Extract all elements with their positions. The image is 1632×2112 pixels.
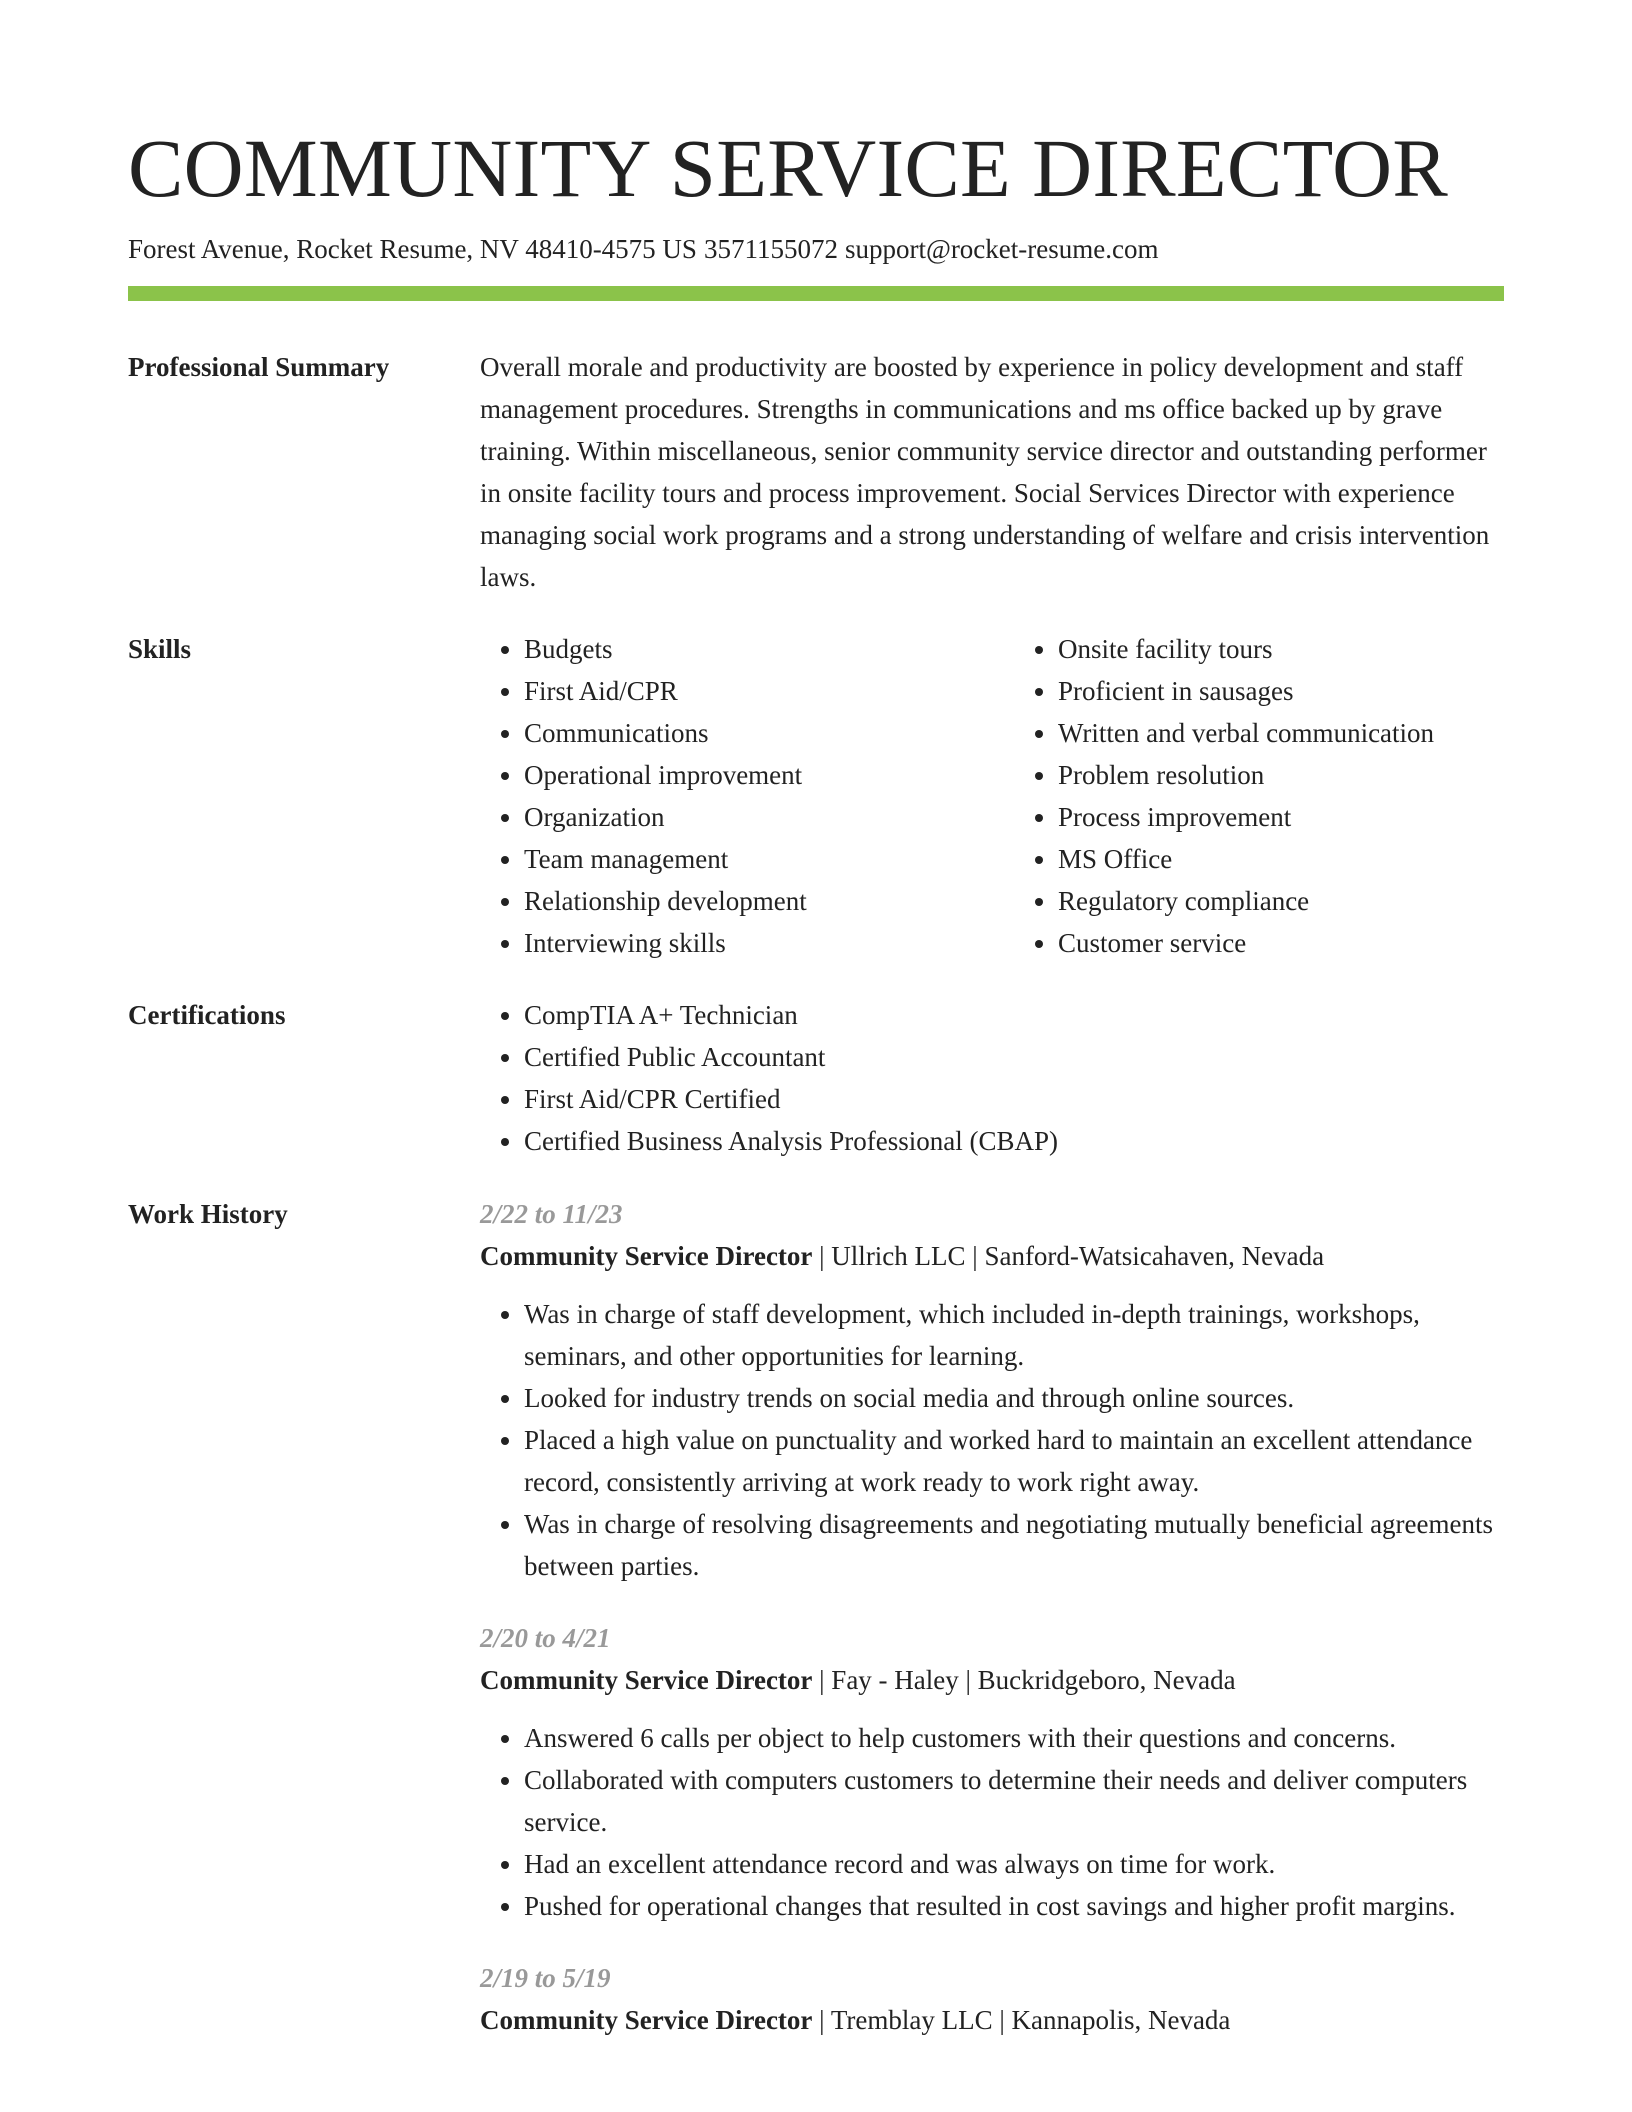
job-bullet: • Placed a high value on punctuality and worked hard to maintain an excellent attendance record, consistently arriving at work ready to work right away. — [524, 1419, 1504, 1503]
job-heading — [480, 1235, 1504, 1277]
certification-item: • CompTIA A+ Technician — [524, 994, 1504, 1036]
contact-address: Forest Avenue, Rocket Resume, NV 48410-4575 US — [128, 234, 697, 264]
job-employer-location: | Fay - Haley | Buckridgeboro, Nevada — [812, 1665, 1236, 1695]
job-bullet: • Was in charge of resolving disagreements and negotiating mutually beneficial agreements between parties. — [524, 1503, 1504, 1587]
job-employer-location: | Ullrich LLC | Sanford-Watsicahaven, Nevada — [812, 1241, 1325, 1271]
contact-phone: 3571155072 — [703, 234, 838, 264]
skills-list-right — [1014, 628, 1504, 964]
job-entry — [480, 1957, 1504, 2041]
job-bullets — [480, 1717, 1504, 1927]
job-bullet: • Collaborated with computers customers to determine their needs and deliver computers service. — [524, 1759, 1504, 1843]
header-divider — [128, 286, 1504, 301]
job-dates: 2/19 to 5/19 — [480, 1963, 611, 1993]
job-dates: 2/22 to 11/23 — [480, 1199, 623, 1229]
certification-item: • First Aid/CPR Certified — [524, 1078, 1504, 1120]
certification-item: • Certified Business Analysis Professional (CBAP) — [524, 1120, 1504, 1162]
certifications-heading: Certifications — [128, 1000, 286, 1030]
skill-item: • Proficient in sausages — [1058, 670, 1504, 712]
resume-title: COMMUNITY SERVICE DIRECTOR — [128, 122, 1448, 214]
job-bullets — [480, 1293, 1504, 1587]
skill-item: • Budgets — [524, 628, 970, 670]
certification-item: • Certified Public Accountant — [524, 1036, 1504, 1078]
summary-heading: Professional Summary — [128, 352, 390, 382]
job-dates: 2/20 to 4/21 — [480, 1623, 611, 1653]
skill-item: • Customer service — [1058, 922, 1504, 964]
skill-item: • Operational improvement — [524, 754, 970, 796]
job-bullet: • Pushed for operational changes that resulted in cost savings and higher profit margins. — [524, 1885, 1504, 1927]
job-role: Community Service Director — [480, 2005, 813, 2035]
job-role: Community Service Director — [480, 1665, 813, 1695]
skills-list-left — [480, 628, 970, 964]
skill-item: • Regulatory compliance — [1058, 880, 1504, 922]
job-heading — [480, 1999, 1504, 2041]
skill-item: • Relationship development — [524, 880, 970, 922]
job-bullet: • Was in charge of staff development, which included in-depth trainings, workshops, seminars, and other opportunities for learning. — [524, 1293, 1504, 1377]
summary-text: Overall morale and productivity are boosted by experience in policy development and staff management procedures. Strengths in communications and ms office backed up by grave training. Within miscellaneous, senior community service director and outstanding performer in onsite facility tours and process improvement. Social Services Director with experience managing social work programs and a strong understanding of welfare and crisis intervention laws. — [480, 352, 1490, 592]
skill-item: • Process improvement — [1058, 796, 1504, 838]
skill-item: • Team management — [524, 838, 970, 880]
contact-line — [128, 230, 1158, 268]
contact-email: support@rocket-resume.com — [844, 234, 1159, 264]
job-bullet: • Looked for industry trends on social media and through online sources. — [524, 1377, 1504, 1419]
skill-item: • First Aid/CPR — [524, 670, 970, 712]
skill-item: • Interviewing skills — [524, 922, 970, 964]
work-history-heading: Work History — [128, 1199, 288, 1229]
skill-item: • Organization — [524, 796, 970, 838]
skill-item: • MS Office — [1058, 838, 1504, 880]
job-bullet: • Had an excellent attendance record and was always on time for work. — [524, 1843, 1504, 1885]
skills-heading: Skills — [128, 634, 192, 664]
job-bullet: • Answered 6 calls per object to help customers with their questions and concerns. — [524, 1717, 1504, 1759]
skill-item: • Problem resolution — [1058, 754, 1504, 796]
job-entry — [480, 1193, 1504, 1587]
job-list — [480, 1193, 1504, 2071]
skill-item: • Written and verbal communication — [1058, 712, 1504, 754]
job-entry — [480, 1617, 1504, 1927]
skill-item: • Onsite facility tours — [1058, 628, 1504, 670]
job-role: Community Service Director — [480, 1241, 813, 1271]
certifications-list — [480, 994, 1504, 1162]
skill-item: • Communications — [524, 712, 970, 754]
job-employer-location: | Tremblay LLC | Kannapolis, Nevada — [812, 2005, 1231, 2035]
job-heading — [480, 1659, 1504, 1701]
